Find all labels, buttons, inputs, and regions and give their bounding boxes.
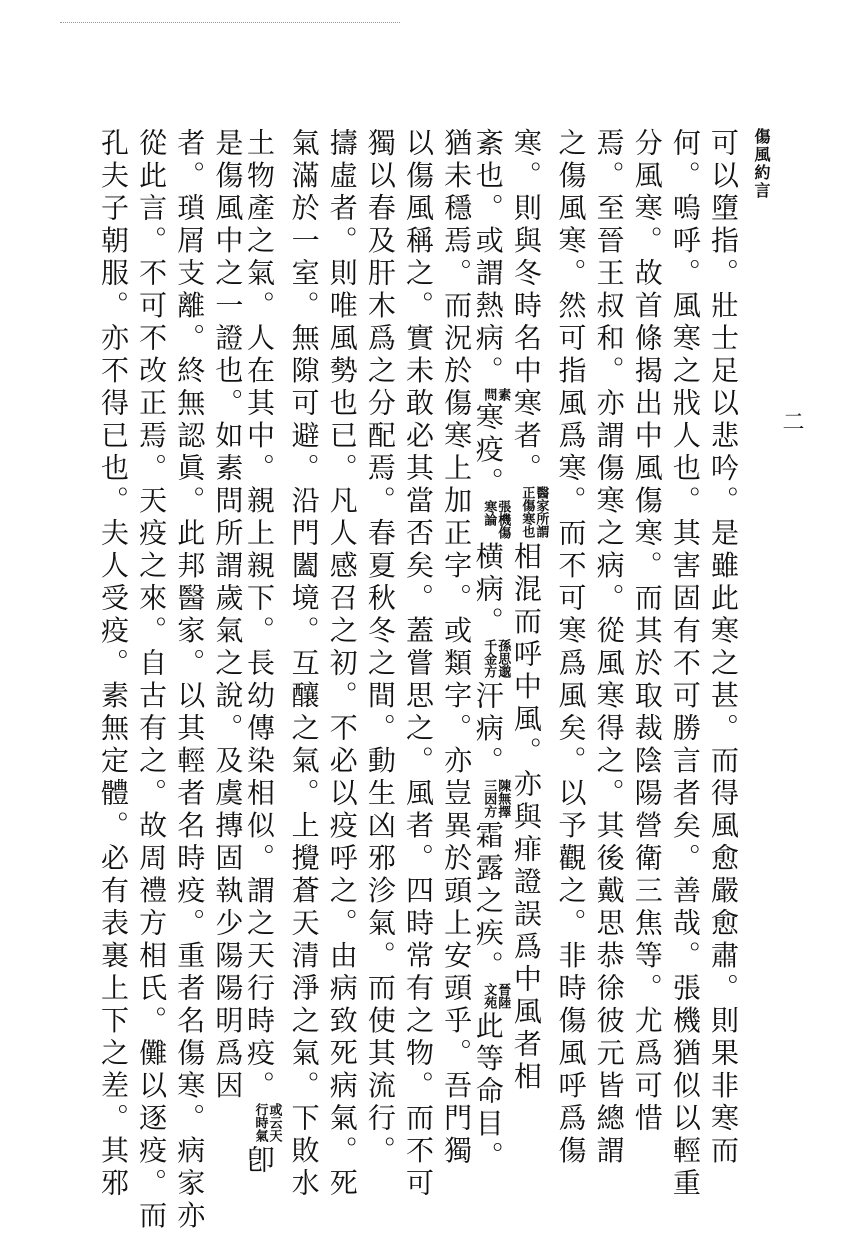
text-segment: 猶未穩焉。而況於傷寒上加正字。或類字。亦豈異於頭上安頭乎。吾門獨: [440, 128, 474, 1168]
text-segment: 分風寒。故首條揭出中風傷寒。而其於取裁陰陽營衛三焦等。尤爲可惜: [630, 128, 664, 1136]
inline-annotation: 晉陸文苑: [481, 983, 511, 1009]
text-segment: 氣滿於一室。無隙可避。沿門闔境。互釀之氣。上攪蒼天清淨之氣。下敗水: [287, 128, 321, 1201]
text-segment: 焉。至晉王叔和。亦謂傷寒之病。從風寒得之。其後戴思恭徐彼元皆總謂: [592, 128, 626, 1168]
text-column: [325, 128, 359, 1201]
text-segment: 之傷風寒。然可指風爲寒。而不可寒爲風矣。以予觀之。非時傷風呼爲傷: [554, 128, 588, 1168]
text-segment: 獨以春及肝木爲之分配焉。春夏秋冬之間。動生凶邪沴氣。而使其流行。: [363, 128, 397, 1168]
text-segment: 可以墮指。壯士足以悲吟。是雖此寒之甚。而得風愈嚴愈肅。則果非寒而: [707, 128, 740, 1168]
text-column: [630, 128, 664, 1136]
text-segment: 紊也。或謂熱病。: [471, 128, 505, 388]
text-column: [592, 128, 626, 1168]
inline-annotation: 素問: [481, 388, 511, 401]
text-segment: 是傷風中之一證也。如素問所謂歲氣之說。及虞摶固執少陽陽明爲因: [211, 128, 245, 1103]
inline-annotation: 或云天行時氣: [252, 1103, 282, 1142]
running-title: 傷風約言: [752, 128, 771, 200]
text-column: [554, 128, 588, 1168]
inline-annotation: 張機傷寒論: [481, 499, 511, 539]
text-column: [243, 128, 283, 1178]
text-column: [509, 128, 549, 1094]
text-segment: 從此言。不可不改正焉。天疫之來。自古有之。故周禮方相氏。儺以逐疫。而: [135, 128, 169, 1233]
inline-annotation: 陳無擇三因方: [481, 778, 511, 818]
page-number: 二: [779, 410, 804, 432]
text-column: [287, 128, 321, 1201]
text-column: [668, 128, 702, 1201]
text-segment: 者。瑣屑支離。終無認眞。此邦醫家。以其輕者名時疫。重者名傷寒。病家亦: [173, 128, 207, 1233]
text-segment: 相混而呼中風。亦與痱證誤爲中風者相: [509, 541, 543, 1094]
text-column: [134, 128, 169, 1233]
scan-edge-line: [60, 22, 400, 23]
text-segment: 横病。: [471, 541, 505, 639]
inline-annotation: 孫思邈千金方: [481, 639, 511, 678]
inline-annotation: 醫家所謂正傷寒也: [519, 485, 549, 538]
text-column: [401, 128, 435, 1201]
text-segment: 此等命目。: [471, 1011, 505, 1174]
text-segment: 以傷風稱之。實未敢必其當否矣。蓋嘗思之。風者。四時常有之物。而不可: [402, 128, 435, 1201]
text-segment: 霜露之疾。: [471, 820, 505, 983]
text-segment: 汗病。: [471, 681, 505, 779]
text-segment: 何。嗚呼。風寒之戕人也。其害固有不可勝言者矣。善哉。張機猶似以輕重: [668, 128, 702, 1201]
text-body: [96, 128, 740, 1233]
text-column: [210, 128, 245, 1103]
text-column: [471, 128, 511, 1174]
text-column: [96, 128, 130, 1201]
text-column: [706, 128, 740, 1168]
text-segment: 孔夫子朝服。亦不得已也。夫人受疫。素無定體。必有表裏上下之差。其邪: [97, 128, 130, 1201]
text-segment: 擣虛者。則唯風勢也已。凡人感召之初。不必以疫呼之。由病致死病氣。死: [325, 128, 359, 1201]
text-column: [172, 128, 207, 1233]
text-column: [439, 128, 474, 1168]
text-segment: 土物產之氣。人在其中。親上親下。長幼傳染相似。謂之天行時疫。: [243, 128, 276, 1103]
text-column: [363, 128, 397, 1168]
text-segment: 寒疫。: [471, 402, 505, 500]
text-segment: 寒。則與冬時名中寒者。: [509, 128, 543, 486]
text-segment: 卽: [243, 1145, 276, 1178]
